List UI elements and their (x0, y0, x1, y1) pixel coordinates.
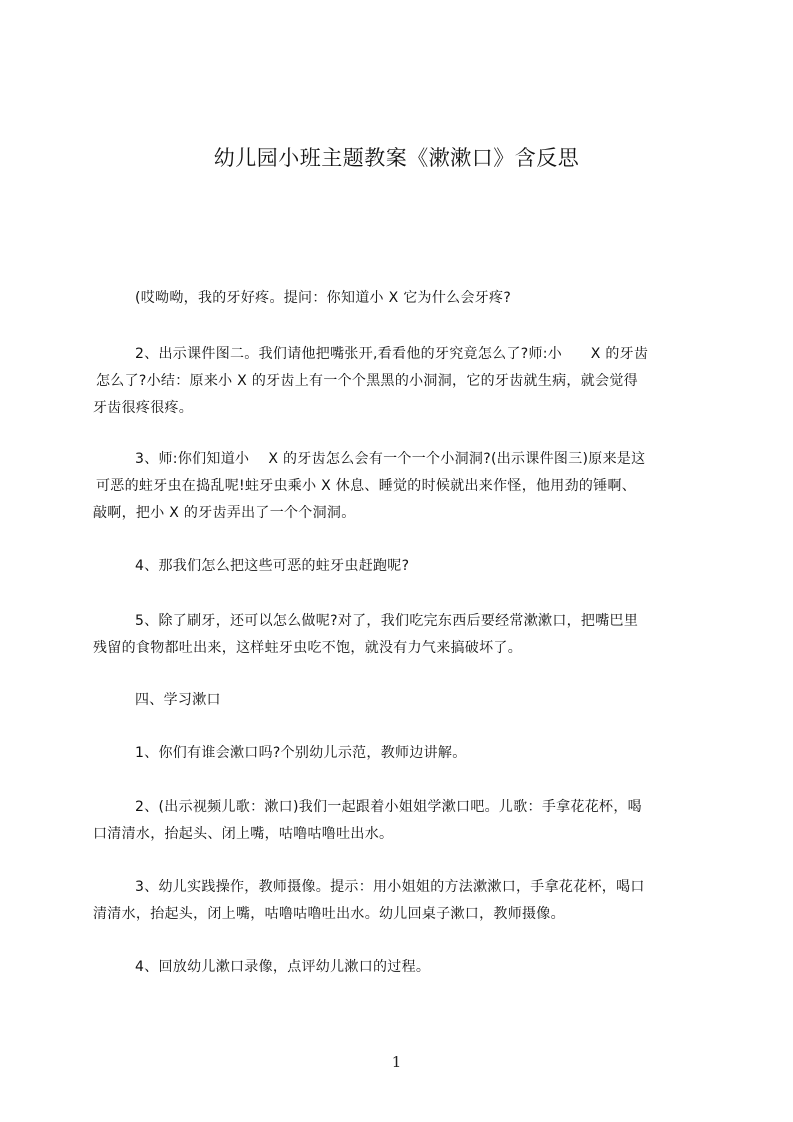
text-line: 敲啊，把小 X 的牙齿弄出了一个个洞洞。 (93, 505, 356, 521)
document-title: 幼儿园小班主题教案《漱漱口》含反思 (213, 146, 580, 170)
text-line: 3、幼儿实践操作，教师摄像。提示：用小姐姐的方法漱漱口，手拿花花杯，喝口 (135, 879, 645, 895)
paragraph (93, 285, 703, 312)
paragraph (93, 954, 703, 981)
paragraph (93, 874, 703, 928)
text-line: 4、那我们怎么把这些可恶的蛀牙虫赶跑呢? (135, 558, 410, 574)
text-line: 清清水，抬起头，闭上嘴，咕噜咕噜吐出水。幼儿回桌子漱口，教师摄像。 (93, 906, 565, 922)
paragraph (93, 794, 703, 848)
paragraph (93, 740, 703, 767)
text-line: 牙齿很疼很疼。 (93, 400, 194, 416)
text-line: 可恶的蛀牙虫在捣乱呢!蛀牙虫乘小 X 休息、睡觉的时候就出来作怪，他用劲的锤啊、 (96, 478, 637, 494)
text-line: 怎么了?小结：原来小 X 的牙齿上有一个个黑黑的小洞洞，它的牙齿就生病，就会觉得 (96, 373, 638, 389)
page-number: 1 (391, 1053, 402, 1071)
paragraph (93, 608, 703, 662)
text-line: 1、你们有谁会漱口吗?个别幼儿示范，教师边讲解。 (135, 745, 467, 761)
text-line: (哎呦呦，我的牙好疼。提问：你知道小 X 它为什么会牙疼? (135, 290, 512, 306)
text-line: 4、回放幼儿漱口录像，点评幼儿漱口的过程。 (135, 959, 431, 975)
paragraph (93, 341, 703, 422)
section-heading (93, 687, 703, 714)
text-line: 5、除了刷牙，还可以怎么做呢?对了，我们吃完东西后要经常漱漱口，把嘴巴里 (135, 613, 639, 629)
text-line: 残留的食物都吐出来，这样蛀牙虫吃不饱，就没有力气来搞破坏了。 (93, 640, 522, 656)
text-line: 2、出示课件图二。我们请他把嘴张开,看看他的牙究竟怎么了?师:小 X 的牙齿 (135, 346, 649, 362)
text-line: 四、学习漱口 (135, 692, 221, 708)
text-line: 口清清水，抬起头、闭上嘴，咕噜咕噜吐出水。 (93, 826, 394, 842)
text-line: 2、(出示视频儿歌：漱口)我们一起跟着小姐姐学漱口吧。儿歌：手拿花花杯，喝 (135, 799, 642, 815)
paragraph (93, 446, 703, 527)
paragraph (93, 553, 703, 580)
text-line: 3、师:你们知道小 X 的牙齿怎么会有一个一个小洞洞?(出示课件图三)原来是这 (135, 451, 646, 467)
